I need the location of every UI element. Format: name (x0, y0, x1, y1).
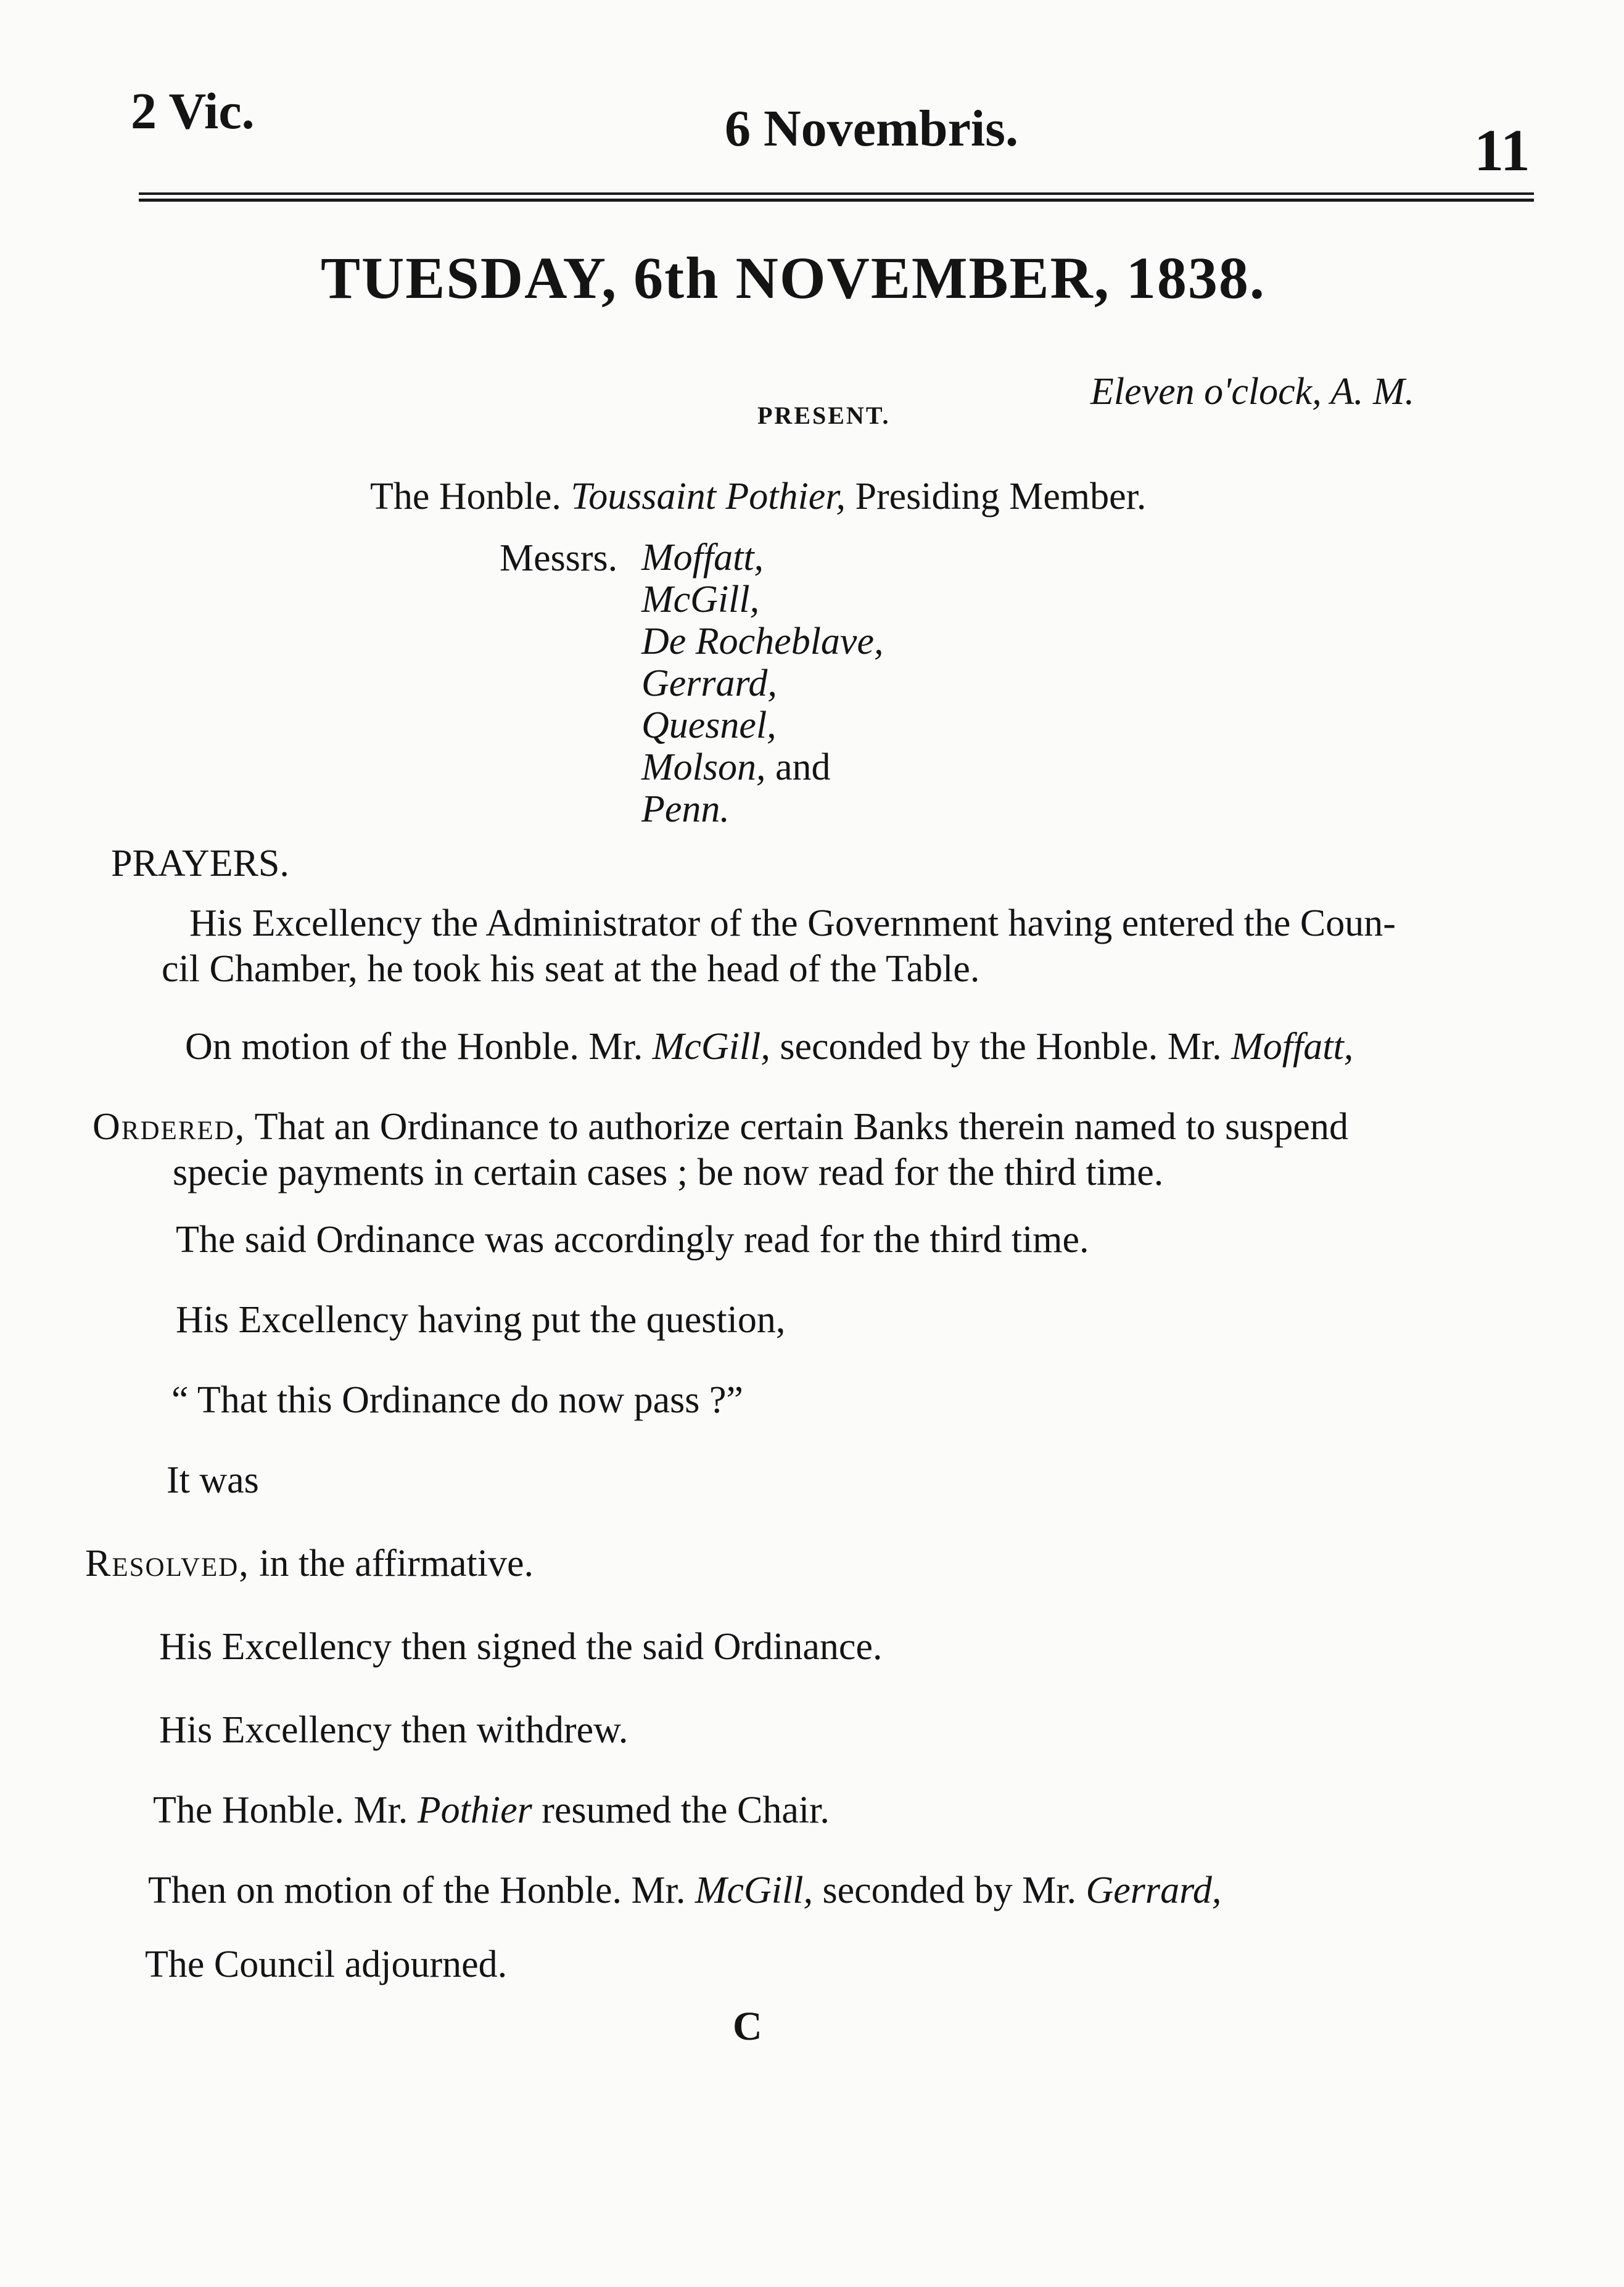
paragraph-adjourned: The Council adjourned. (145, 1943, 508, 1985)
chair-text: resumed the Chair. (542, 1789, 830, 1831)
page-title: TUESDAY, 6th NOVEMBER, 1838. (321, 245, 1266, 311)
member-item (641, 537, 883, 579)
signature-mark: C (733, 2004, 762, 2049)
paragraph-resolved (85, 1542, 534, 1586)
paragraph-motion-first (185, 1024, 1353, 1069)
member-item (641, 704, 883, 746)
paragraph-signed: His Excellency then signed the said Ordinance. (159, 1626, 883, 1668)
ordered-label: Ordered, (93, 1106, 246, 1148)
resolved-text: in the affirmative. (259, 1543, 534, 1584)
paragraph-put-question: His Excellency having put the question, (176, 1299, 786, 1341)
messrs-label: Messrs. (500, 537, 618, 579)
member-item (641, 620, 883, 662)
running-header-date: 6 Novembris. (725, 100, 1018, 157)
header-rule-top (139, 192, 1534, 195)
member-name: Gerrard, (641, 662, 777, 704)
paragraph-read-third: The said Ordinance was accordingly read for the third time. (176, 1219, 1089, 1261)
presiding-prefix: The Honble. (370, 476, 561, 517)
paragraph-motion-adjourn (148, 1869, 1221, 1913)
member-item (641, 788, 883, 830)
member-item (641, 579, 883, 620)
motion-text: seconded by Mr. (822, 1869, 1077, 1911)
present-label: PRESENT. (757, 402, 891, 429)
paragraph-line: cil Chamber, he took his seat at the head of the Table. (162, 948, 980, 990)
presiding-role: Presiding Member. (855, 476, 1147, 517)
paragraph-excellency-entered (162, 900, 1537, 992)
member-and: and (775, 746, 831, 788)
mover-name: McGill, (652, 1026, 770, 1068)
prayers-heading: PRAYERS. (111, 843, 289, 884)
member-list (641, 537, 883, 830)
member-item (641, 662, 883, 704)
running-header-left: 2 Vic. (131, 83, 255, 140)
member-item (641, 746, 883, 788)
member-name: Penn. (641, 788, 730, 830)
member-name: McGill, (641, 579, 760, 620)
ordered-text: That an Ordinance to authorize certain Banks therein named to suspend (254, 1106, 1348, 1148)
paragraph-line: specie payments in certain cases ; be now read for the third time. (173, 1152, 1164, 1193)
chair-name: Pothier (417, 1789, 532, 1831)
seconder-name: Moffatt, (1231, 1026, 1354, 1068)
presiding-name: Toussaint Pothier, (571, 476, 846, 517)
paragraph-quote: “ That this Ordinance do now pass ?” (171, 1379, 743, 1421)
page-number: 11 (1474, 117, 1530, 183)
member-name: Molson, (641, 746, 766, 788)
chair-text: The Honble. Mr. (153, 1789, 408, 1831)
motion-text: seconded by the Honble. Mr. (780, 1026, 1222, 1068)
meeting-time: Eleven o'clock, A. M. (1090, 371, 1415, 413)
paragraph-withdrew: His Excellency then withdrew. (159, 1709, 629, 1751)
seconder-name: Gerrard, (1086, 1869, 1222, 1911)
paragraph-ordered (93, 1104, 1511, 1195)
motion-text: On motion of the Honble. Mr. (185, 1026, 643, 1068)
paragraph-line (93, 1104, 1511, 1150)
resolved-label: Resolved, (85, 1543, 250, 1584)
paragraph-it-was: It was (167, 1459, 259, 1501)
paragraph-resumed-chair (153, 1789, 830, 1832)
member-name: Quesnel, (641, 704, 777, 746)
mover-name: McGill, (695, 1869, 813, 1911)
header-rule-bottom (139, 199, 1534, 202)
motion-text: Then on motion of the Honble. Mr. (148, 1869, 686, 1911)
presiding-member-line (370, 475, 1146, 519)
member-name: Moffatt, (641, 537, 764, 579)
paragraph-line: His Excellency the Administrator of the Government having entered the Coun- (189, 902, 1396, 944)
member-name: De Rocheblave, (641, 620, 884, 662)
